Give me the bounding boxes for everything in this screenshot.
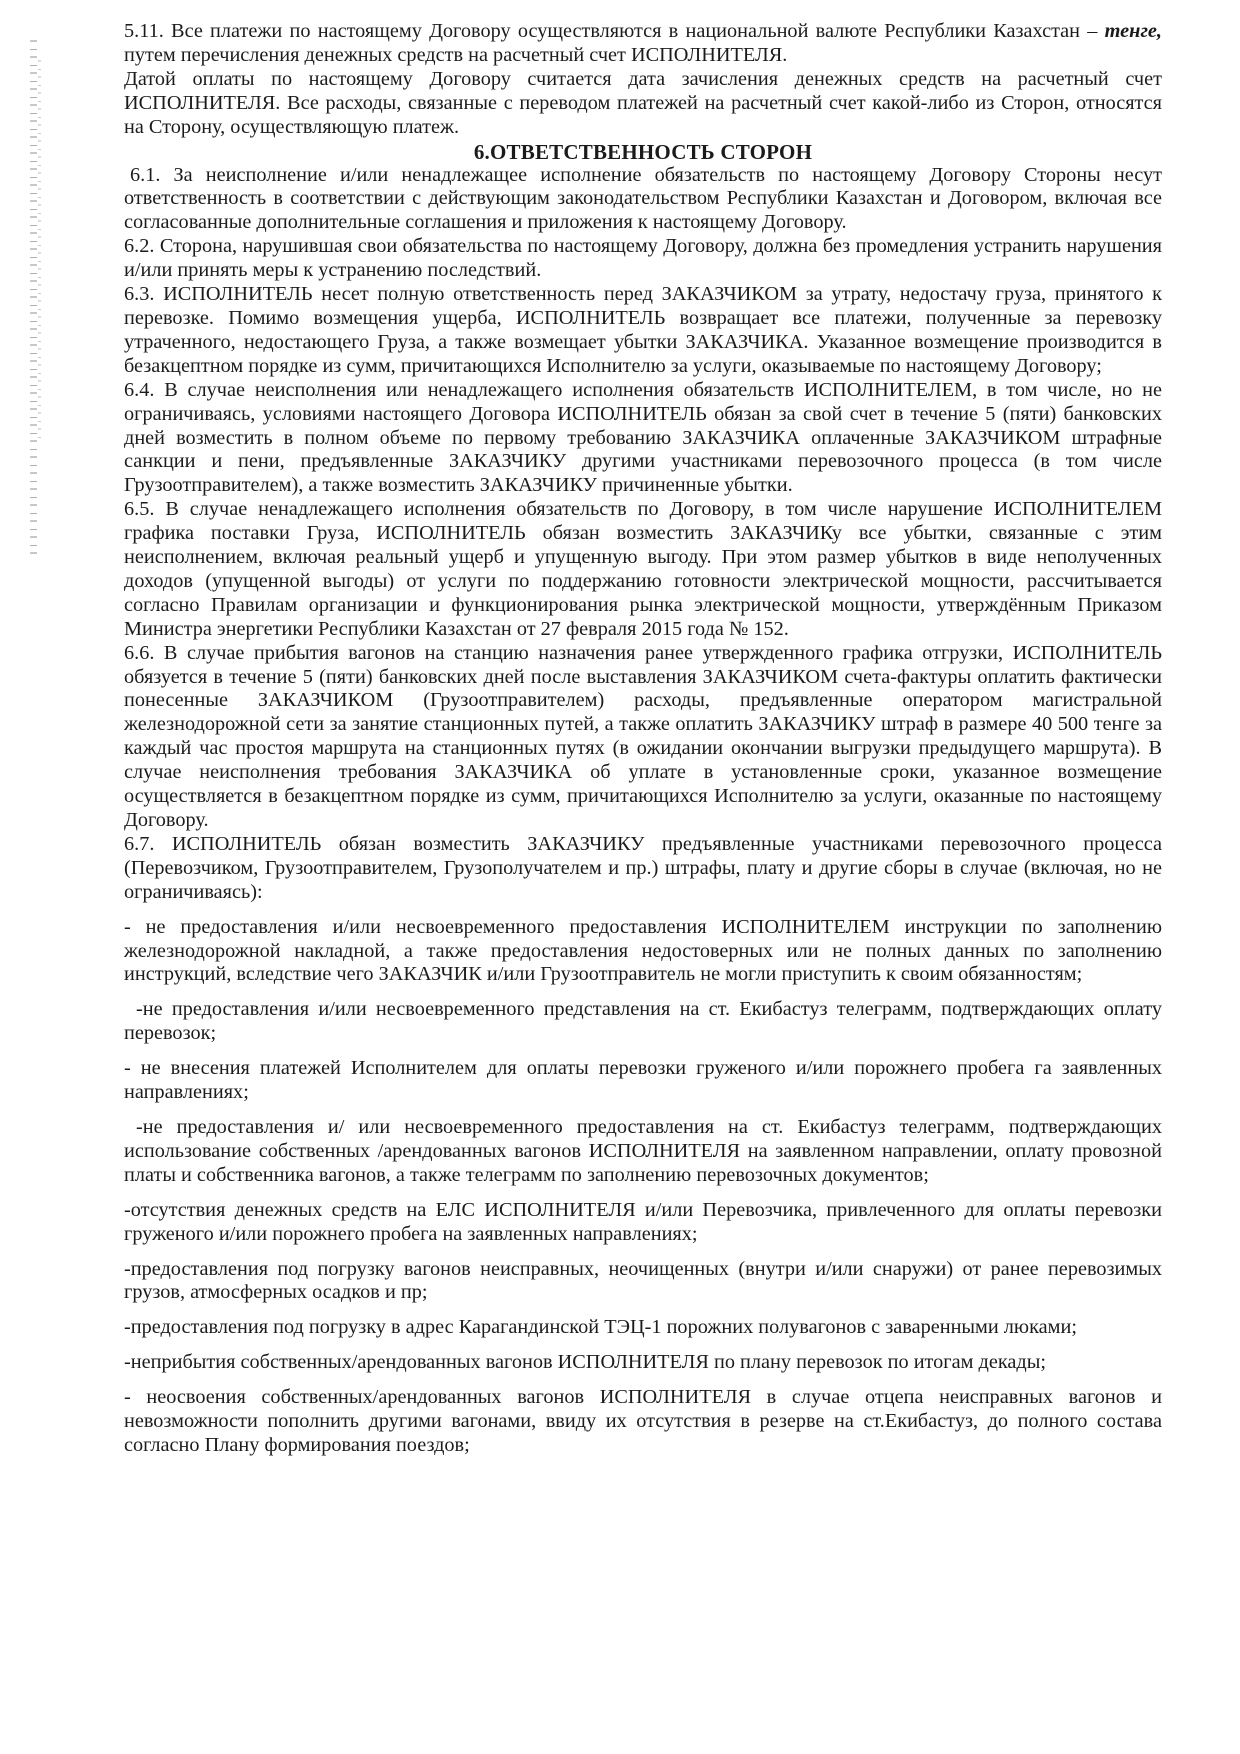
clause-6-5: 6.5. В случае ненадлежащего исполнения обязательств по Договору, в том числе нарушение ИСПОЛНИТЕЛЕМ графика поставки Груза, ИСПОЛНИТЕЛЬ обязан возместить ЗАКАЗЧИКу все убытки, связанные с этим неисполнением, включая реальный ущерб и упущенную выгоду. При этом размер убытков в виде неполученных доходов (упущенной выгоды) от услуги по поддержанию готовности электрической мощности, рассчитывается согласно Правилам организации и функционирования рынка электрической мощности, утверждённым Приказом Министра энергетики Республики Казахстан от 27 февраля 2015 года № 152. (124, 498, 1162, 640)
scan-margin-artifact-2 (38, 60, 41, 440)
list-item: -предоставления под погрузку в адрес Карагандинской ТЭЦ-1 порожних полувагонов с заваренными люками; (124, 1316, 1077, 1339)
clause-5-11-payment-date: Датой оплаты по настоящему Договору считается дата зачисления денежных средств на расчетный счет ИСПОЛНИТЕЛЯ. Все расходы, связанные с переводом платежей на расчетный счет какой-либо из Сторон, относятся на Сторону, осуществляющую платеж. (124, 67, 1162, 138)
list-item: -отсутствия денежных средств на ЕЛС ИСПОЛНИТЕЛЯ и/или Перевозчика, привлеченного для оплаты перевозки груженого и/или порожнего пробега на заявленных направлениях; (124, 1198, 1162, 1245)
clause-6-2: 6.2. Сторона, нарушившая свои обязательства по настоящему Договору, должна без промедления устранить нарушения и/или принять меры к устранению последствий. (124, 235, 1162, 282)
list-item: - не предоставления и/или несвоевременного предоставления ИСПОЛНИТЕЛЕМ инструкции по заполнению железнодорожной накладной, а также предоставления недостоверных или не полных данных по заполнению инструкций, вследствие чего ЗАКАЗЧИК и/или Грузоотправитель не могли приступить к своим обязанностям; (124, 915, 1162, 986)
list-item: -не предоставления и/или несвоевременного представления на ст. Екибастуз телеграмм, подтверждающих оплату перевозок; (124, 998, 1162, 1045)
scan-margin-artifact (30, 40, 37, 560)
list-item: -неприбытия собственных/арендованных вагонов ИСПОЛНИТЕЛЯ по плану перевозок по итогам декады; (124, 1351, 1046, 1374)
clause-6-1: 6.1. За неисполнение и/или ненадлежащее исполнение обязательств по настоящему Договору Стороны несут ответственность в соответствии с действующим законодательством Республики Казахстан и Договором, включая все согласованные дополнительные соглашения и приложения к настоящему Договору. (124, 163, 1162, 234)
clause-5-11: 5.11. Все платежи по настоящему Договору осуществляются в национальной валюте Республики Казахстан – тенге, путем перечисления денежных средств на расчетный счет ИСПОЛНИТЕЛЯ. (124, 20, 1162, 66)
clause-6-4: 6.4. В случае неисполнения или ненадлежащего исполнения обязательств ИСПОЛНИТЕЛЕМ, в том числе, но не ограничиваясь, условиями настоящего Договора ИСПОЛНИТЕЛЬ обязан за свой счет в течение 5 (пяти) банковских дней возместить в полном объеме по первому требованию ЗАКАЗЧИКА оплаченные ЗАКАЗЧИКОМ штрафные санкции и пени, предъявленные ЗАКАЗЧИКУ другими участниками перевозочного процесса (в том числе Грузоотправителем), а также возместить ЗАКАЗЧИКУ причиненные убытки. (124, 378, 1162, 497)
currency-word: тенге, (1104, 20, 1162, 42)
clause-6-7: 6.7. ИСПОЛНИТЕЛЬ обязан возместить ЗАКАЗЧИКУ предъявленные участниками перевозочного процесса (Перевозчиком, Грузоотправителем, Грузополучателем и пр.) штрафы, плату и другие сборы в случае (включая, но не ограничиваясь): (124, 832, 1162, 903)
clause-6-6: 6.6. В случае прибытия вагонов на станцию назначения ранее утвержденного графика отгрузки, ИСПОЛНИТЕЛЬ обязуется в течение 5 (пяти) банковских дней после выставления ЗАКАЗЧИКОМ счета-фактуры оплатить фактически понесенные ЗАКАЗЧИКОМ (Грузоотправителем) расходы, предъявленные оператором магистральной железнодорожной сети за занятие станционных путей, а также оплатить ЗАКАЗЧИКУ штраф в размере 40 500 тенге за каждый час простоя маршрута на станционных путях (в ожидании окончании выгрузки предыдущего маршрута). В случае неисполнения требования ЗАКАЗЧИКА об уплате в установленные сроки, указанное возмещение осуществляется в безакцептном порядке из сумм, причитающихся Исполнителю за услуги, оказанные по настоящему Договору. (124, 641, 1162, 831)
list-item: - неосвоения собственных/арендованных вагонов ИСПОЛНИТЕЛЯ в случае отцепа неисправных вагонов и невозможности пополнить другими вагонами, ввиду их отсутствия в резерве на ст.Екибастуз, до полного состава согласно Плану формирования поездов; (124, 1386, 1162, 1456)
list-item: -не предоставления и/ или несвоевременного предоставления на ст. Екибастуз телеграмм, подтверждающих использование собственных /арендованных вагонов ИСПОЛНИТЕЛЯ на заявленном направлении, оплату провозной платы и собственника вагонов, а также телеграмм по заполнению перевозочных документов; (124, 1115, 1162, 1186)
list-item: - не внесения платежей Исполнителем для оплаты перевозки груженого и/или порожнего пробега га заявленных направлениях; (124, 1057, 1162, 1104)
section-title: 6.ОТВЕТСТВЕННОСТЬ СТОРОН (473, 139, 813, 164)
clause-6-3: 6.3. ИСПОЛНИТЕЛЬ несет полную ответственность перед ЗАКАЗЧИКОМ за утрату, недостачу груза, принятого к перевозке. Помимо возмещения ущерба, ИСПОЛНИТЕЛЬ возвращает все платежи, полученные за перевозку утраченного, недостающего Груза, а также возмещает убытки ЗАКАЗЧИКА. Указанное возмещение производится в безакцептном порядке из сумм, причитающихся Исполнителю за услуги, оказываемые по настоящему Договору; (124, 283, 1162, 377)
list-item: -предоставления под погрузку вагонов неисправных, неочищенных (внутри и/или снаружи) от ранее перевозимых грузов, атмосферных осадков и пр; (124, 1257, 1162, 1304)
